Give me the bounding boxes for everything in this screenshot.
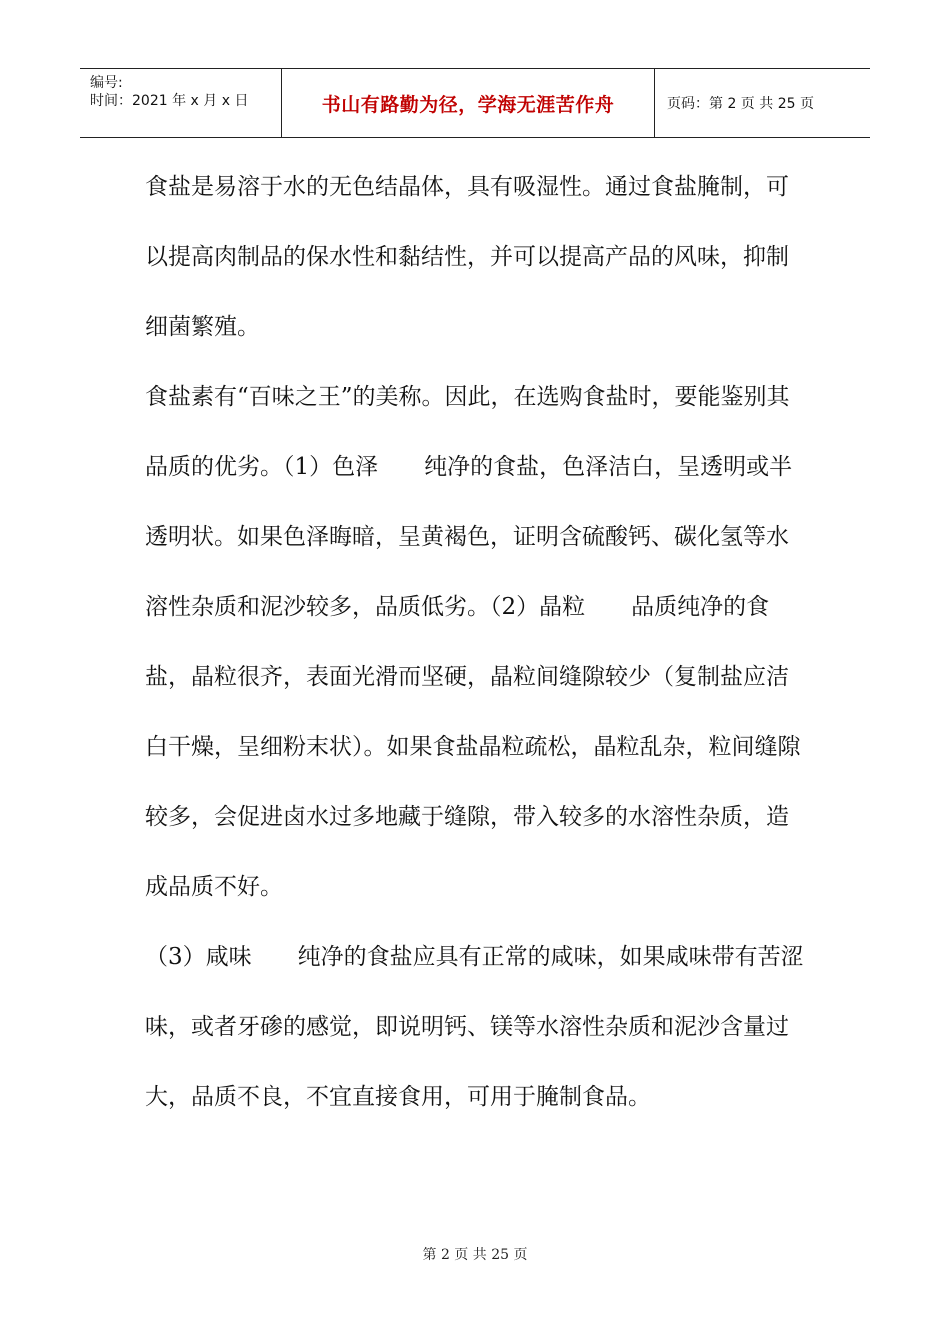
document-number-label: 编号: (90, 75, 123, 91)
header-meta (80, 69, 282, 137)
page-header (80, 68, 870, 138)
page-footer: 第 2 页 共 25 页 (422, 1247, 528, 1263)
paragraph-2: 食盐素有“百味之王”的美称。因此，在选购食盐时，要能鉴别其品质的优劣。（1）色泽 纯净的食盐，色泽洁白，呈透明或半透明状。如果色泽晦暗，呈黄褐色，证明含硫酸钙、碳化氢等水溶性杂质和泥沙较多，品质低劣。（2）晶粒 品质纯净的食盐，晶粒很齐，表面光滑而坚硬，晶粒间缝隙较少（复制盐应洁白干燥，呈细粉末状）。如果食盐晶粒疏松，晶粒乱杂，粒间缝隙较多，会促进卤水过多地藏于缝隙，带入较多的水溶性杂质，造成品质不好。 (145, 384, 801, 900)
header-page-info: 页码：第 2 页 共 25 页 (667, 96, 814, 112)
paragraph-1: 食盐是易溶于水的无色结晶体，具有吸湿性。通过食盐腌制，可以提高肉制品的保水性和黏结性，并可以提高产品的风味，抑制细菌繁殖。 (145, 174, 789, 340)
document-body (145, 152, 805, 1132)
header-motto: 书山有路勤为径，学海无涯苦作舟 (282, 69, 655, 137)
paragraph-3: （3）咸味 纯净的食盐应具有正常的咸味，如果咸味带有苦涩味，或者牙碜的感觉，即说明钙、镁等水溶性杂质和泥沙含量过大，品质不良，不宜直接食用，可用于腌制食品。 (145, 944, 804, 1110)
document-date: 时间：2021 年 x 月 x 日 (90, 93, 249, 109)
